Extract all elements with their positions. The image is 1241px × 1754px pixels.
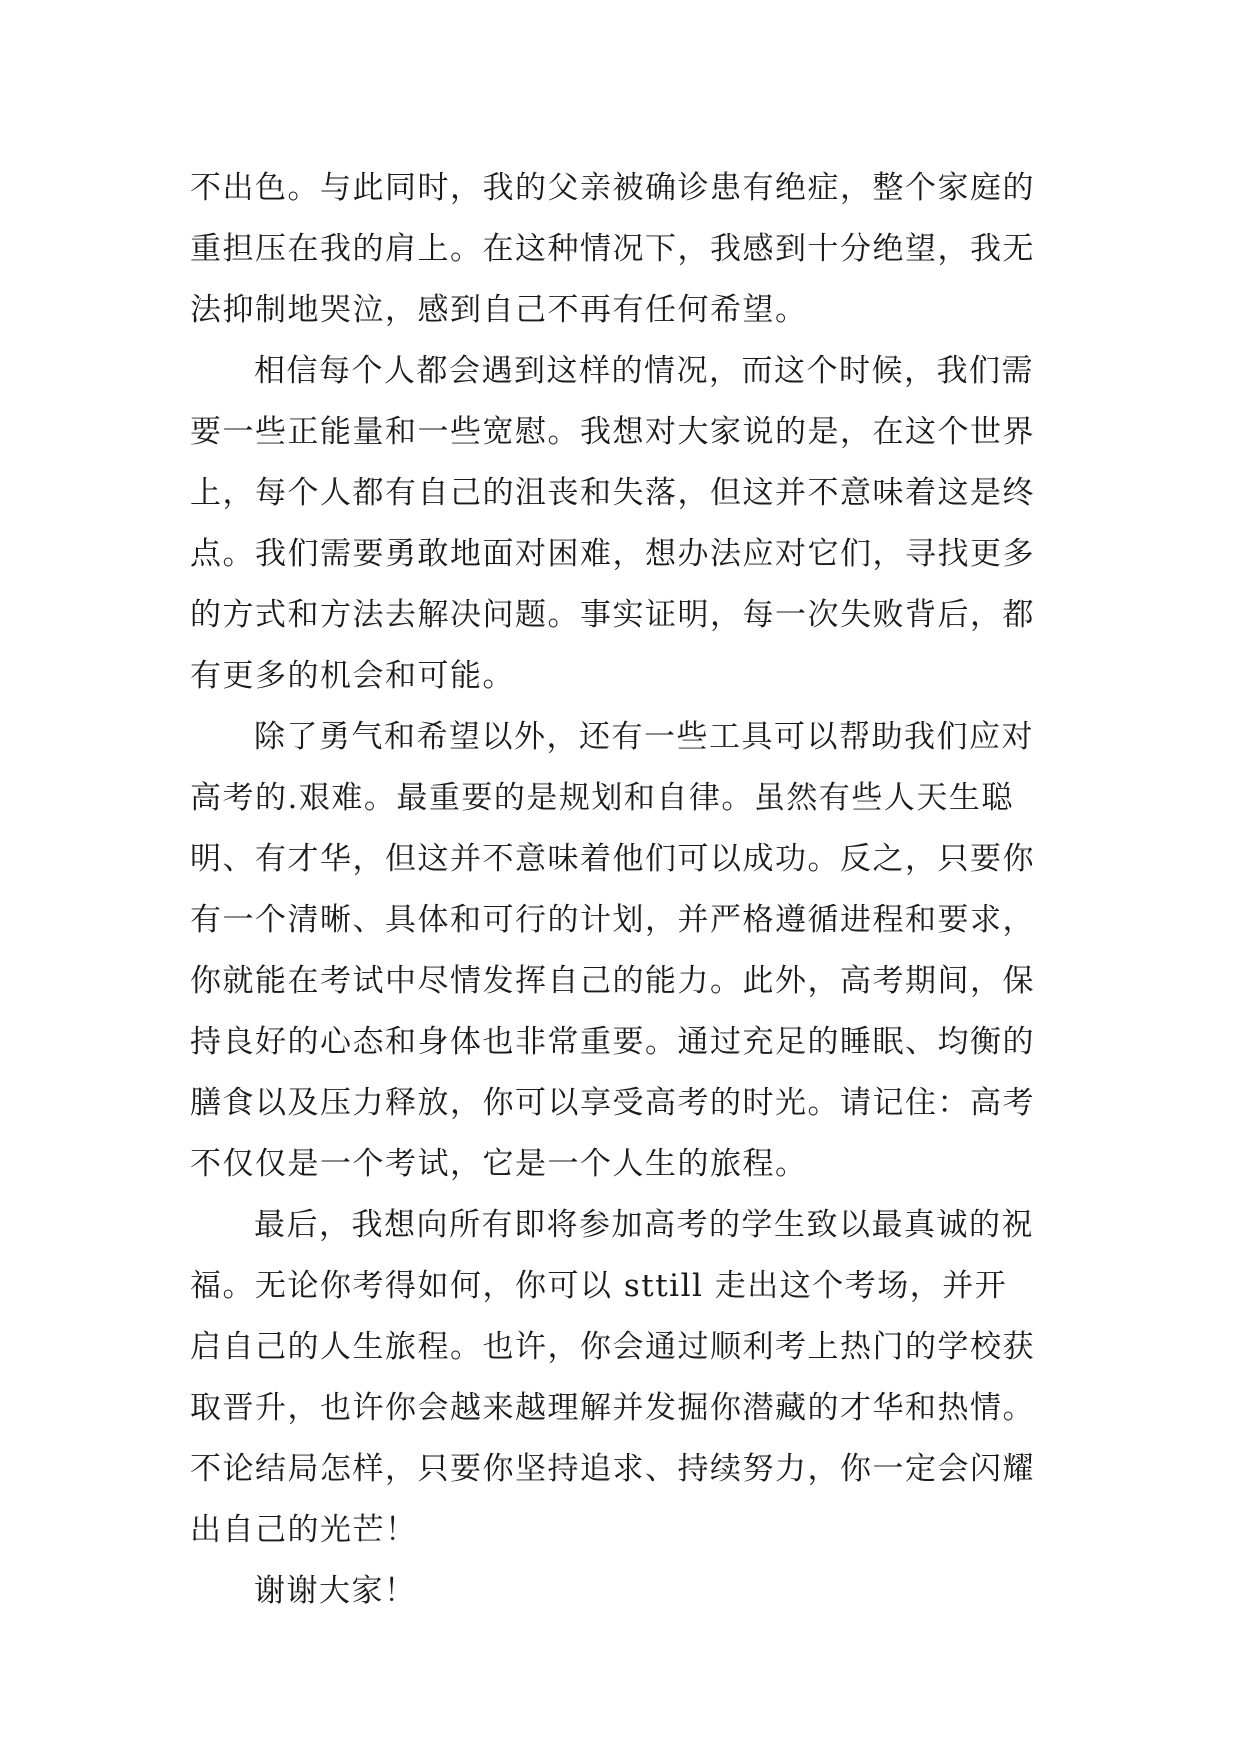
text-line: 的方式和方法去解决问题。事实证明，每一次失败背后，都: [190, 597, 1035, 633]
text-line: 膳食以及压力释放，你可以享受高考的时光。请记住：高考: [190, 1085, 1035, 1121]
text-line: 有一个清晰、具体和可行的计划，并严格遵循进程和要求，: [190, 902, 1035, 938]
text-line: 你就能在考试中尽情发挥自己的能力。此外，高考期间，保: [190, 963, 1035, 999]
text-line: 除了勇气和希望以外，还有一些工具可以帮助我们应对: [254, 719, 1034, 755]
text-line: 有更多的机会和可能。: [190, 658, 515, 694]
text-line: 出自己的光芒！: [190, 1512, 418, 1548]
text-line: 点。我们需要勇敢地面对困难，想办法应对它们，寻找更多: [190, 536, 1035, 572]
text-line: 法抑制地哭泣，感到自己不再有任何希望。: [190, 292, 808, 328]
text-line: 不论结局怎样，只要你坚持追求、持续努力，你一定会闪耀: [190, 1451, 1035, 1487]
text-line: 相信每个人都会遇到这样的情况，而这个时候，我们需: [254, 353, 1034, 389]
text-line: 明、有才华，但这并不意味着他们可以成功。反之，只要你: [190, 841, 1035, 877]
text-line: 要一些正能量和一些宽慰。我想对大家说的是，在这个世界: [190, 414, 1035, 450]
text-line: 最后，我想向所有即将参加高考的学生致以最真诚的祝: [254, 1207, 1034, 1243]
closing-line: 谢谢大家！: [254, 1573, 417, 1609]
text-line: 启自己的人生旅程。也许，你会通过顺利考上热门的学校获: [190, 1329, 1035, 1365]
text-line: 持良好的心态和身体也非常重要。通过充足的睡眠、均衡的: [190, 1024, 1035, 1060]
text-line: 不出色。与此同时，我的父亲被确诊患有绝症，整个家庭的: [190, 170, 1035, 206]
text-line: 上，每个人都有自己的沮丧和失落，但这并不意味着这是终: [190, 475, 1035, 511]
document-body: [190, 158, 1070, 1622]
text-line: 不仅仅是一个考试，它是一个人生的旅程。: [190, 1146, 808, 1182]
text-line: 取晋升，也许你会越来越理解并发掘你潜藏的才华和热情。: [190, 1390, 1035, 1426]
text-line: 重担压在我的肩上。在这种情况下，我感到十分绝望，我无: [190, 231, 1035, 267]
text-line: 福。无论你考得如何，你可以 sttill 走出这个考场，并开: [190, 1268, 1008, 1304]
text-line: 高考的.艰难。最重要的是规划和自律。虽然有些人天生聪: [190, 780, 1014, 816]
